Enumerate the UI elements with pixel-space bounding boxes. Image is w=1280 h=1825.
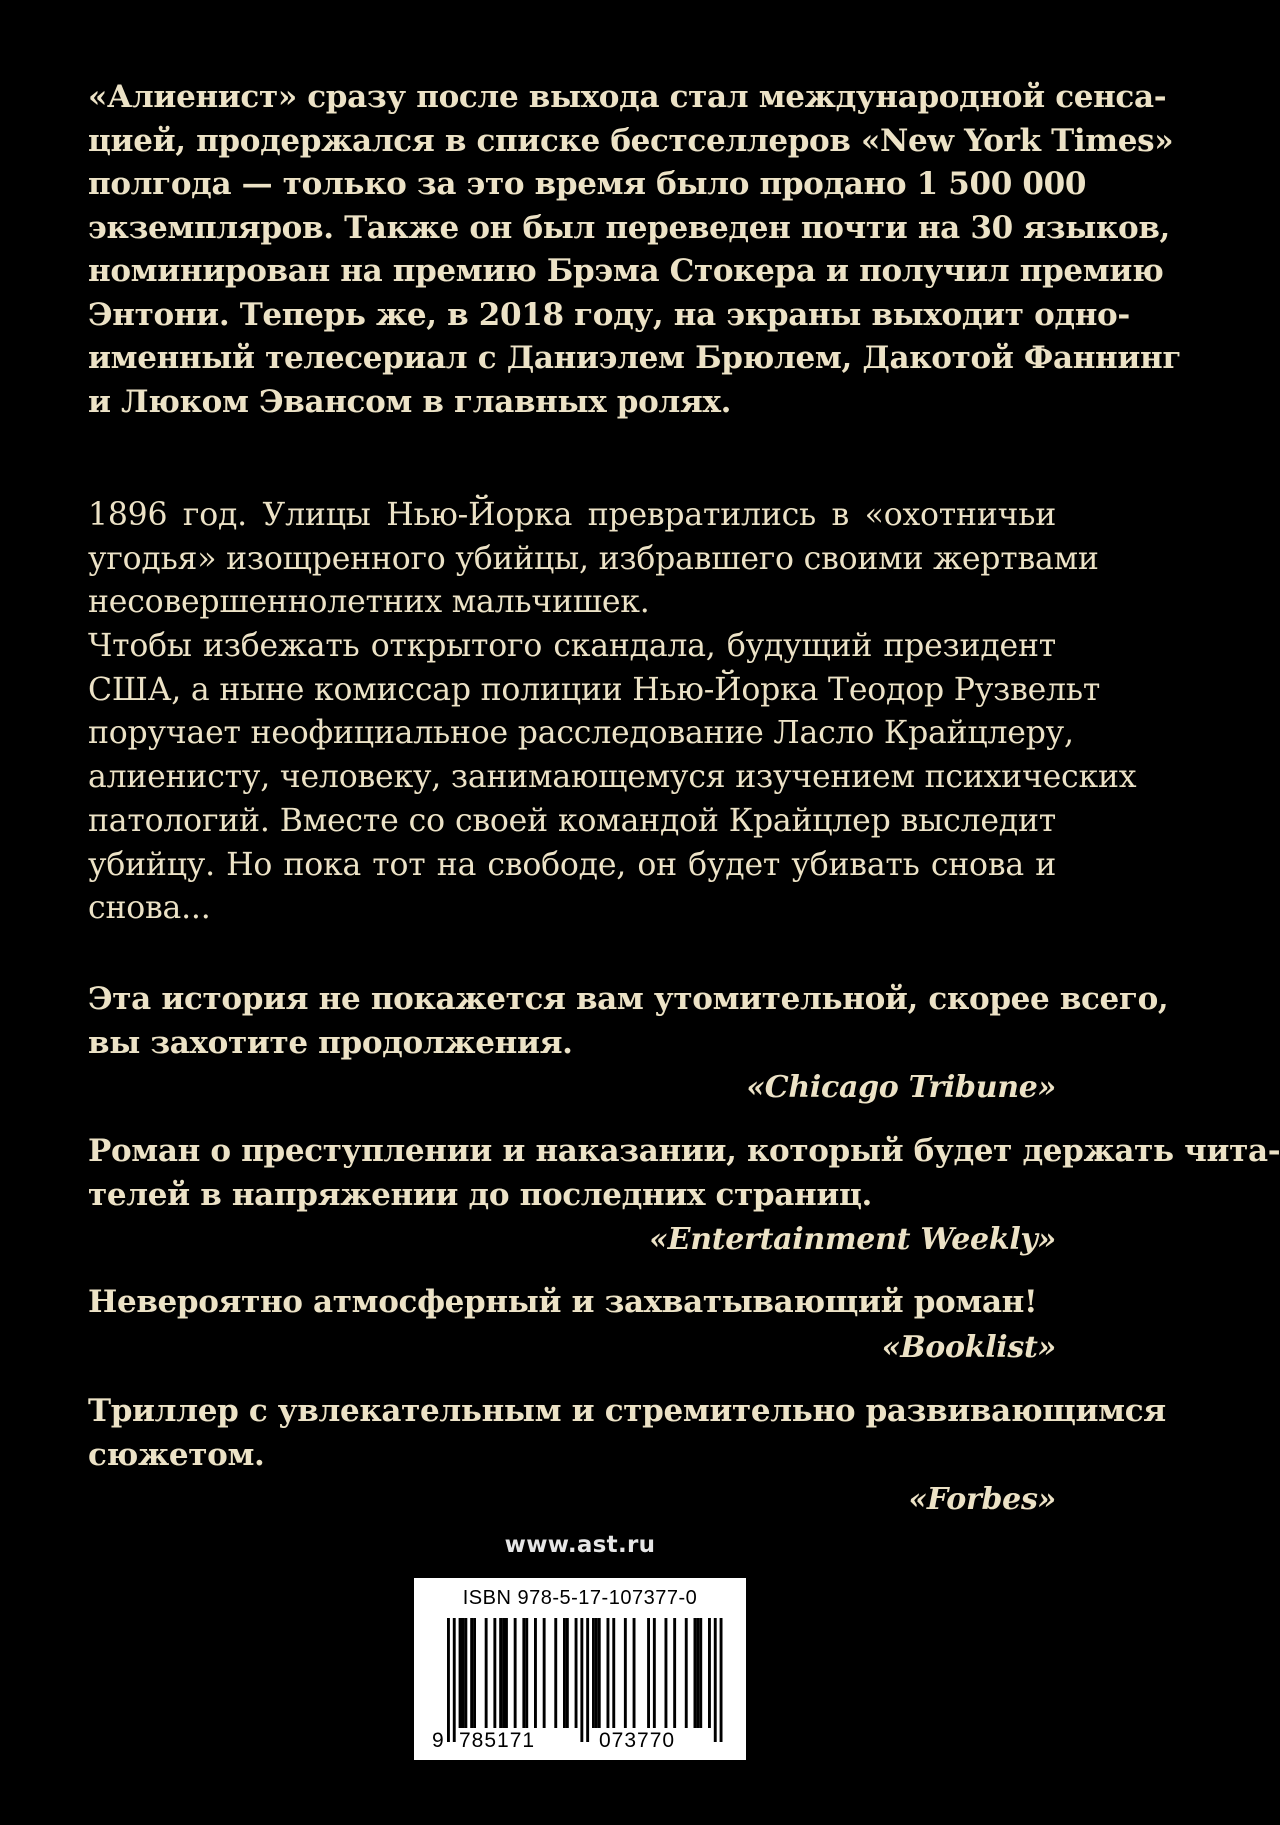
- barcode-bar: [470, 1618, 473, 1728]
- barcode-bar: [462, 1618, 465, 1728]
- barcode-bar: [522, 1618, 525, 1728]
- barcode-bar: [592, 1618, 595, 1728]
- review-source: «Forbes»: [908, 1482, 1056, 1517]
- barcode-bar: [633, 1618, 636, 1728]
- barcode-bar: [514, 1618, 517, 1728]
- review-source: «Entertainment Weekly»: [649, 1222, 1056, 1257]
- barcode-bar: [543, 1618, 546, 1728]
- isbn-barcode: [414, 1578, 746, 1760]
- intro-line: именный телесериал с Даниэлем Брюлем, Дакотой Фаннинг: [88, 340, 1182, 376]
- barcode-bar: [464, 1618, 467, 1728]
- barcode-bar: [624, 1618, 627, 1728]
- barcode-bar: [607, 1618, 610, 1728]
- intro-line: и Люком Эвансом в главных ролях.: [88, 383, 732, 420]
- synopsis-line: поручает неофициальное расследование Ласло Крайцлеру,: [88, 715, 1074, 752]
- intro-line: Энтони. Теперь же, в 2018 году, на экраны выходит одно-: [88, 296, 1130, 333]
- barcode-bar: [485, 1618, 488, 1728]
- review-source: «Chicago Tribune»: [746, 1070, 1056, 1105]
- intro-line: экземпляров. Также он был переведен почти на 30 языков,: [88, 209, 1170, 246]
- barcode-bar: [554, 1618, 557, 1728]
- publisher-website: www.ast.ru: [504, 1532, 656, 1558]
- review-forbes: [88, 1390, 1166, 1523]
- synopsis-line: 1896 год. Улицы Нью-Йорка превратились в «охотничьи: [88, 497, 1056, 533]
- review-line: Роман о преступлении и наказании, который будет держать чита-: [88, 1133, 1280, 1169]
- ean-right-digits: 073770: [599, 1729, 676, 1752]
- barcode-bar: [699, 1618, 702, 1728]
- ean-digits: [414, 1729, 746, 1755]
- barcode-bar: [502, 1618, 505, 1728]
- barcode-guard-bar: [714, 1618, 717, 1742]
- isbn-label: ISBN 978-5-17-107377-0: [462, 1587, 698, 1609]
- barcode-bar: [612, 1618, 615, 1728]
- ean-left-digits: 785171: [459, 1729, 536, 1752]
- barcode-bar: [653, 1618, 656, 1728]
- barcode-bar: [685, 1618, 688, 1728]
- barcode-bar: [505, 1618, 508, 1728]
- barcode-guard-bar: [720, 1618, 723, 1742]
- review-chicago-tribune: [88, 978, 1169, 1111]
- review-entertainment-weekly: [88, 1130, 1280, 1263]
- barcode-bar: [525, 1618, 528, 1728]
- barcode-bar: [499, 1618, 502, 1728]
- barcode-guard-bar: [580, 1618, 583, 1742]
- synopsis-line: патологий. Вместе со своей командой Крайцлер выследит: [88, 802, 1056, 839]
- synopsis-line: угодья» изощренного убийцы, избравшего своими жертвами: [88, 540, 1099, 577]
- intro-line: «Алиенист» сразу после выхода стал международной сенса-: [88, 79, 1167, 115]
- barcode-bar: [696, 1618, 699, 1728]
- barcode-bar: [473, 1618, 476, 1728]
- intro-line: полгода — только за это время было продано 1 500 000: [88, 166, 1087, 202]
- barcode-bar: [575, 1618, 578, 1728]
- review-line: Триллер с увлекательным и стремительно развивающимся: [88, 1393, 1166, 1429]
- barcode-bar: [598, 1618, 601, 1728]
- review-booklist: [88, 1281, 1056, 1371]
- barcode-bar: [673, 1618, 676, 1728]
- barcode-bar: [647, 1618, 650, 1728]
- synopsis-line: снова...: [88, 890, 211, 927]
- barcode-bar: [694, 1618, 697, 1728]
- review-line: Эта история не покажется вам утомительной, скорее всего,: [88, 981, 1169, 1017]
- review-line: Невероятно атмосферный и захватывающий роман!: [88, 1284, 1038, 1320]
- barcode-bar: [566, 1618, 569, 1728]
- intro-paragraph: [88, 76, 1182, 424]
- synopsis-line: Чтобы избежать открытого скандала, будущий президент: [88, 628, 1056, 665]
- review-line: сюжетом.: [88, 1436, 265, 1473]
- synopsis-paragraph: [88, 494, 1137, 931]
- barcode-bar: [665, 1618, 668, 1728]
- barcode-guard-bar: [453, 1618, 456, 1742]
- synopsis-line: США, а ныне комиссар полиции Нью-Йорка Теодор Рузвельт: [88, 671, 1101, 708]
- barcode-bar: [563, 1618, 566, 1728]
- ean-first-digit: 9: [432, 1729, 444, 1752]
- barcode-guard-bar: [447, 1618, 450, 1742]
- barcode-bar: [459, 1618, 462, 1728]
- barcode-bar: [708, 1618, 711, 1728]
- barcode-bar: [534, 1618, 537, 1728]
- synopsis-line: алиенисту, человеку, занимающемуся изучением психических: [88, 759, 1137, 796]
- synopsis-line: несовершеннолетних мальчишек.: [88, 584, 650, 621]
- barcode-bar: [493, 1618, 496, 1728]
- review-line: телей в напряжении до последних страниц.: [88, 1176, 872, 1213]
- barcode-bar: [595, 1618, 598, 1728]
- review-line: вы захотите продолжения.: [88, 1024, 573, 1061]
- intro-line: цией, продержался в списке бестселлеров «New York Times»: [88, 122, 1174, 159]
- review-source: «Booklist»: [881, 1329, 1056, 1365]
- barcode-guard-bar: [586, 1618, 589, 1742]
- synopsis-line: убийцу. Но пока тот на свободе, он будет убивать снова и: [88, 846, 1056, 883]
- intro-line: номинирован на премию Брэма Стокера и получил премию: [88, 253, 1164, 289]
